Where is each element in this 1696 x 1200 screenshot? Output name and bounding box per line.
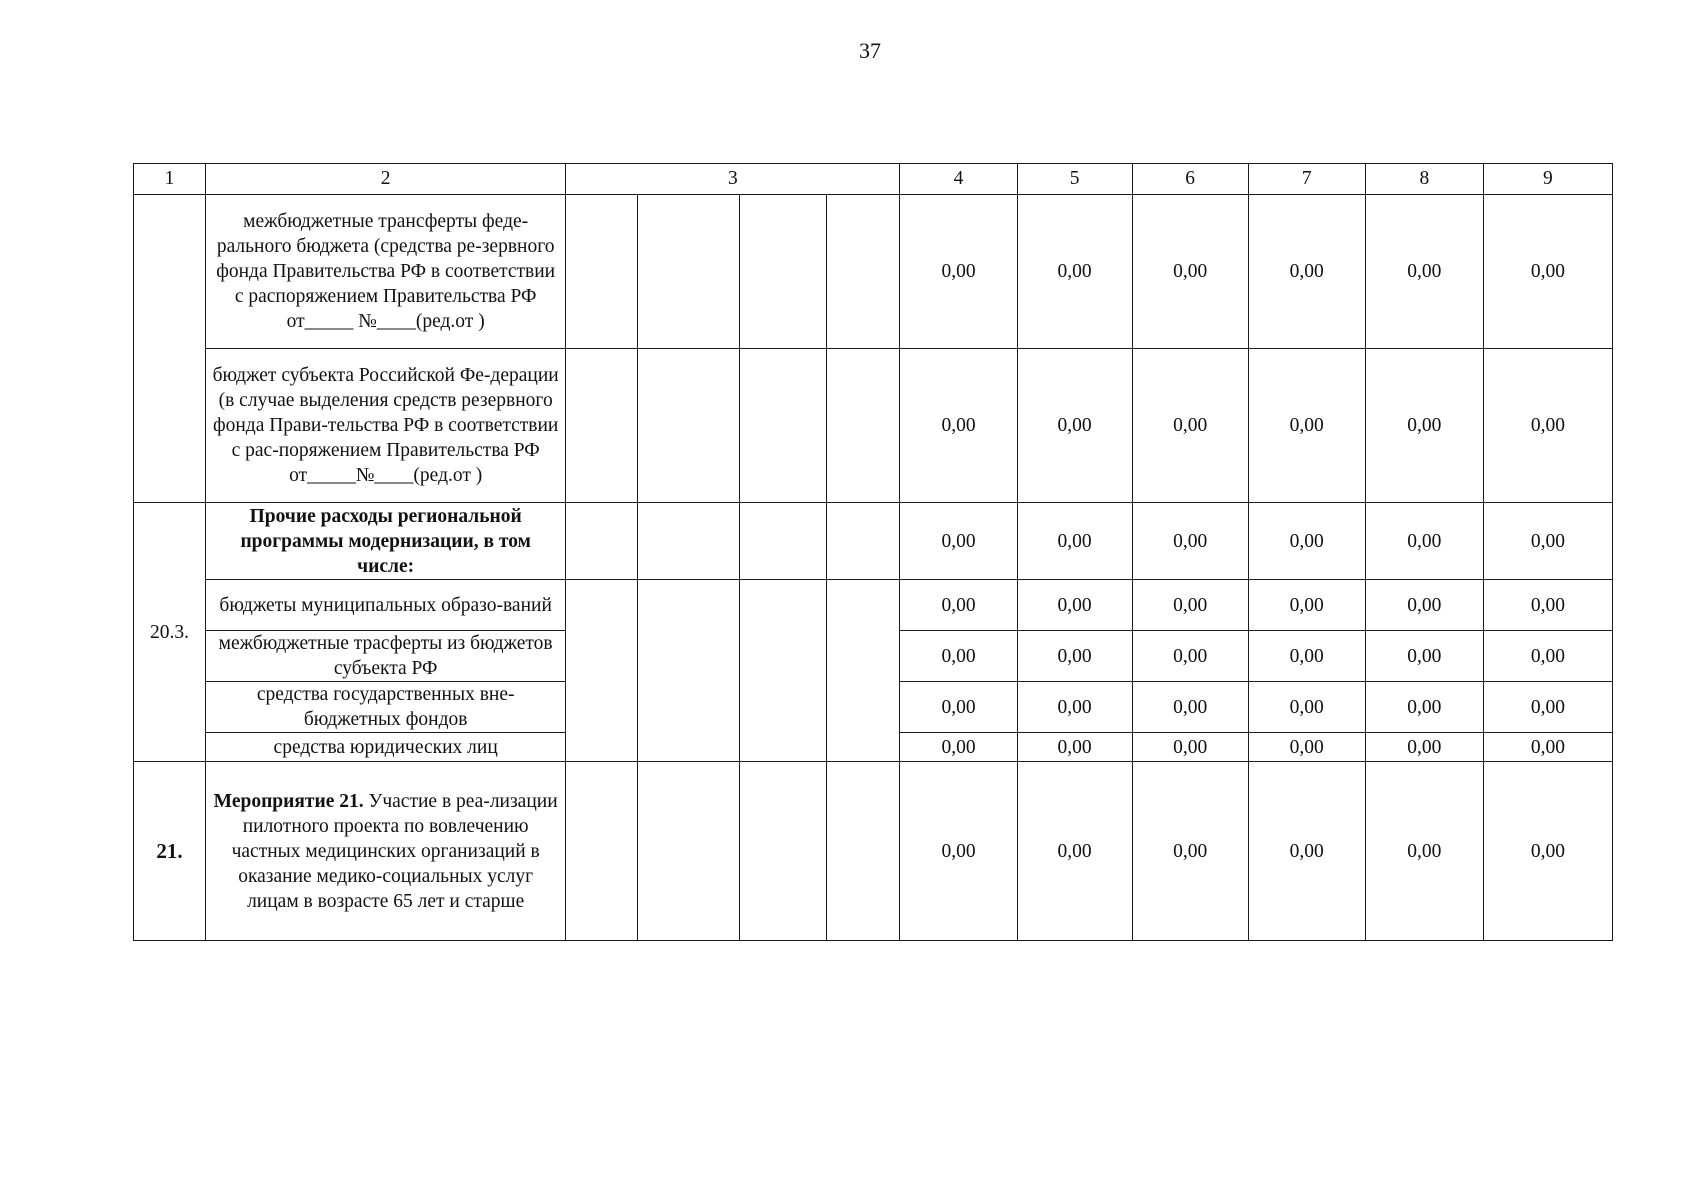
row-description: Прочие расходы региональной программы модернизации, в том числе: — [206, 503, 566, 580]
blank-cell — [566, 195, 638, 349]
value-cell: 0,00 — [900, 733, 1017, 762]
table-row — [134, 503, 1613, 580]
blank-cell — [827, 580, 900, 762]
value-cell: 0,00 — [1365, 762, 1483, 941]
row-description: средства государственных вне-бюджетных фондов — [206, 682, 566, 733]
value-cell: 0,00 — [1248, 195, 1365, 349]
value-cell: 0,00 — [900, 195, 1017, 349]
blank-cell — [638, 195, 740, 349]
value-cell: 0,00 — [1365, 503, 1483, 580]
value-cell: 0,00 — [1248, 503, 1365, 580]
value-cell: 0,00 — [1132, 733, 1248, 762]
blank-cell — [566, 580, 638, 762]
row-description: бюджет субъекта Российской Фе-дерации (в случае выделения средств резервного фонда Прави-тельства РФ в соответствии с рас-поряжением Правительства РФ от_____№____(ред.от ) — [206, 349, 566, 503]
value-cell: 0,00 — [1132, 631, 1248, 682]
value-cell: 0,00 — [1483, 733, 1612, 762]
value-cell: 0,00 — [1483, 762, 1612, 941]
value-cell: 0,00 — [1483, 195, 1612, 349]
value-cell: 0,00 — [1365, 349, 1483, 503]
blank-cell — [638, 762, 740, 941]
value-cell: 0,00 — [900, 682, 1017, 733]
value-cell: 0,00 — [1248, 682, 1365, 733]
value-cell: 0,00 — [1365, 195, 1483, 349]
header-cell-5: 5 — [1017, 164, 1132, 195]
blank-cell — [638, 503, 740, 580]
row-description — [206, 762, 566, 941]
activity-text: Участие в реа-лизации пилотного проекта по вовлечению частных медицинских организаций в оказание медико-социальных услуг лицам в возрасте 65 лет и старше — [231, 790, 558, 912]
row-number-cell — [134, 195, 206, 503]
value-cell: 0,00 — [1017, 762, 1132, 941]
blank-cell — [827, 762, 900, 941]
value-cell: 0,00 — [1248, 349, 1365, 503]
value-cell: 0,00 — [900, 349, 1017, 503]
blank-cell — [566, 503, 638, 580]
value-cell: 0,00 — [1483, 349, 1612, 503]
row-number-cell: 21. — [134, 762, 206, 941]
blank-cell — [827, 195, 900, 349]
table-row — [134, 195, 1613, 349]
value-cell: 0,00 — [1483, 580, 1612, 631]
value-cell: 0,00 — [1483, 682, 1612, 733]
value-cell: 0,00 — [1132, 682, 1248, 733]
value-cell: 0,00 — [1365, 580, 1483, 631]
blank-cell — [566, 349, 638, 503]
row-description: бюджеты муниципальных образо-ваний — [206, 580, 566, 631]
blank-cell — [740, 762, 827, 941]
table-row — [134, 349, 1613, 503]
table-row — [134, 762, 1613, 941]
blank-cell — [638, 580, 740, 762]
value-cell: 0,00 — [1248, 580, 1365, 631]
value-cell: 0,00 — [1017, 503, 1132, 580]
value-cell: 0,00 — [1017, 349, 1132, 503]
value-cell: 0,00 — [1132, 762, 1248, 941]
blank-cell — [827, 503, 900, 580]
value-cell: 0,00 — [1132, 195, 1248, 349]
row-description: межбюджетные трасферты из бюджетов субъекта РФ — [206, 631, 566, 682]
value-cell: 0,00 — [1365, 682, 1483, 733]
header-cell-4: 4 — [900, 164, 1017, 195]
value-cell: 0,00 — [1365, 631, 1483, 682]
value-cell: 0,00 — [1017, 631, 1132, 682]
row-number-cell: 20.3. — [134, 503, 206, 762]
row-description: средства юридических лиц — [206, 733, 566, 762]
value-cell: 0,00 — [900, 580, 1017, 631]
activity-title: Мероприятие 21. — [213, 790, 364, 812]
header-cell-1: 1 — [134, 164, 206, 195]
value-cell: 0,00 — [1365, 733, 1483, 762]
blank-cell — [638, 349, 740, 503]
header-cell-7: 7 — [1248, 164, 1365, 195]
value-cell: 0,00 — [1017, 580, 1132, 631]
value-cell: 0,00 — [1017, 733, 1132, 762]
value-cell: 0,00 — [1017, 682, 1132, 733]
blank-cell — [740, 349, 827, 503]
value-cell: 0,00 — [1132, 503, 1248, 580]
value-cell: 0,00 — [900, 762, 1017, 941]
header-cell-8: 8 — [1365, 164, 1483, 195]
header-row — [134, 164, 1613, 195]
value-cell: 0,00 — [1132, 349, 1248, 503]
blank-cell — [740, 195, 827, 349]
value-cell: 0,00 — [1017, 195, 1132, 349]
value-cell: 0,00 — [1483, 503, 1612, 580]
header-cell-2: 2 — [206, 164, 566, 195]
value-cell: 0,00 — [1248, 762, 1365, 941]
value-cell: 0,00 — [1483, 631, 1612, 682]
value-cell: 0,00 — [1248, 631, 1365, 682]
value-cell: 0,00 — [900, 631, 1017, 682]
value-cell: 0,00 — [1248, 733, 1365, 762]
table-row — [134, 580, 1613, 631]
blank-cell — [566, 762, 638, 941]
header-cell-3: 3 — [566, 164, 900, 195]
blank-cell — [827, 349, 900, 503]
row-description: межбюджетные трансферты феде-ральнoго бюджета (средства ре-зервного фонда Правительства РФ в соответствии с распоряжением Правительства РФ от_____ №____(ред.от ) — [206, 195, 566, 349]
budget-table — [133, 163, 1613, 941]
page-number: 37 — [859, 38, 881, 63]
value-cell: 0,00 — [900, 503, 1017, 580]
blank-cell — [740, 580, 827, 762]
value-cell: 0,00 — [1132, 580, 1248, 631]
blank-cell — [740, 503, 827, 580]
header-cell-9: 9 — [1483, 164, 1612, 195]
header-cell-6: 6 — [1132, 164, 1248, 195]
